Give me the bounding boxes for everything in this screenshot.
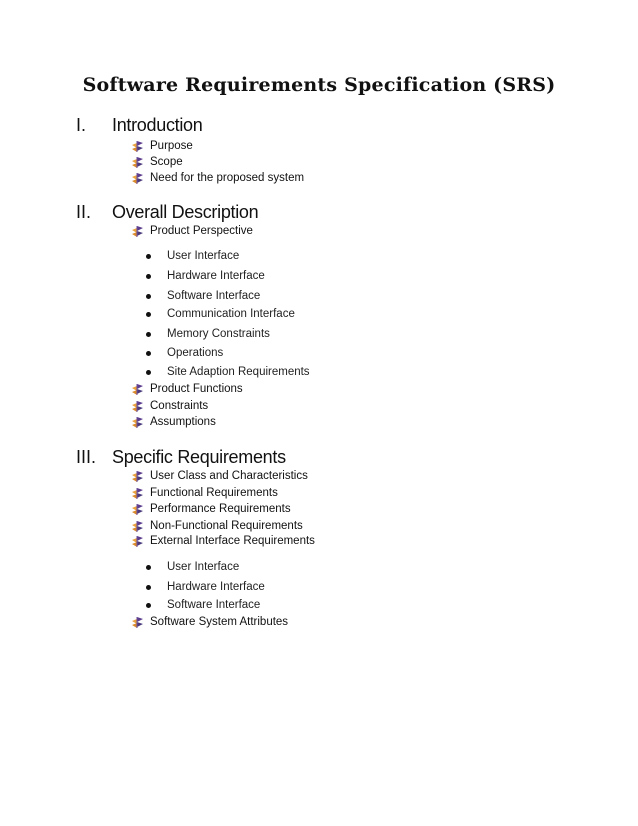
list-item: [131, 170, 304, 186]
flag-icon: [131, 487, 144, 500]
bullet-icon: [146, 254, 151, 259]
sub-list-item-label: Operations: [167, 347, 224, 359]
sub-list-item: [146, 559, 239, 575]
section-1-heading: Introduction: [112, 115, 203, 135]
list-item-label: Non-Functional Requirements: [150, 520, 303, 532]
sub-list-item-label: Hardware Interface: [167, 270, 265, 282]
list-item-label: Need for the proposed system: [150, 172, 305, 184]
list-item-label: Performance Requirements: [150, 503, 291, 515]
list-item-label: Scope: [150, 156, 183, 168]
sub-list-item-label: Communication Interface: [167, 308, 295, 320]
sub-list-item-label: Software Interface: [167, 290, 261, 302]
list-item: [131, 468, 308, 484]
sub-list-item: [146, 326, 270, 342]
list-item: [131, 485, 278, 501]
flag-icon: [131, 140, 144, 153]
bullet-icon: [146, 312, 151, 317]
sub-list-item-label: User Interface: [167, 250, 240, 262]
list-item-label: User Class and Characteristics: [150, 470, 308, 482]
bullet-icon: [146, 274, 151, 279]
list-item-label: Software System Attributes: [150, 616, 289, 628]
flag-icon: [131, 400, 144, 413]
flag-icon: [131, 520, 144, 533]
section-3-heading: Specific Requirements: [112, 447, 286, 467]
flag-icon: [131, 616, 144, 629]
list-item-label: Product Perspective: [150, 225, 253, 237]
section-2-numeral: II.: [76, 202, 92, 222]
sub-list-item: [146, 248, 239, 264]
list-item: [131, 398, 208, 414]
sub-list-item: [146, 597, 260, 613]
list-item-label: External Interface Requirements: [150, 535, 315, 547]
list-item: [131, 414, 216, 430]
section-1-numeral: I.: [76, 115, 87, 135]
sub-list-item: [146, 288, 260, 304]
list-item: [131, 381, 243, 397]
flag-icon: [131, 535, 144, 548]
flag-icon: [131, 172, 144, 185]
sub-list-item: [146, 306, 295, 322]
flag-icon: [131, 156, 144, 169]
sub-list-item-label: User Interface: [167, 561, 240, 573]
list-item: [131, 138, 193, 154]
list-item-label: Functional Requirements: [150, 487, 278, 499]
flag-icon: [131, 383, 144, 396]
bullet-icon: [146, 370, 151, 375]
sub-list-item-label: Memory Constraints: [167, 328, 270, 340]
list-item: [131, 501, 291, 517]
bullet-icon: [146, 603, 151, 608]
bullet-icon: [146, 351, 151, 356]
flag-icon: [131, 416, 144, 429]
sub-list-item-label: Site Adaption Requirements: [167, 366, 310, 378]
list-item: [131, 518, 303, 534]
flag-icon: [131, 470, 144, 483]
flag-icon: [131, 225, 144, 238]
flag-icon: [131, 503, 144, 516]
list-item: [131, 533, 315, 549]
list-item-label: Product Functions: [150, 383, 243, 395]
list-item: [131, 154, 183, 170]
bullet-icon: [146, 585, 151, 590]
list-item-label: Purpose: [150, 140, 193, 152]
list-item-label: Assumptions: [150, 416, 216, 428]
sub-list-item: [146, 268, 265, 284]
bullet-icon: [146, 332, 151, 337]
section-2-heading: Overall Description: [112, 202, 259, 222]
bullet-icon: [146, 565, 151, 570]
list-item: [131, 614, 288, 630]
sub-list-item: [146, 364, 310, 380]
sub-list-item-label: Hardware Interface: [167, 581, 265, 593]
section-3-numeral: III.: [76, 447, 97, 467]
document-title: Software Requirements Specification (SRS): [82, 74, 556, 96]
list-item: [131, 223, 253, 239]
sub-list-item-label: Software Interface: [167, 599, 261, 611]
sub-list-item: [146, 579, 265, 595]
sub-list-item: [146, 345, 223, 361]
list-item-label: Constraints: [150, 400, 209, 412]
bullet-icon: [146, 294, 151, 299]
